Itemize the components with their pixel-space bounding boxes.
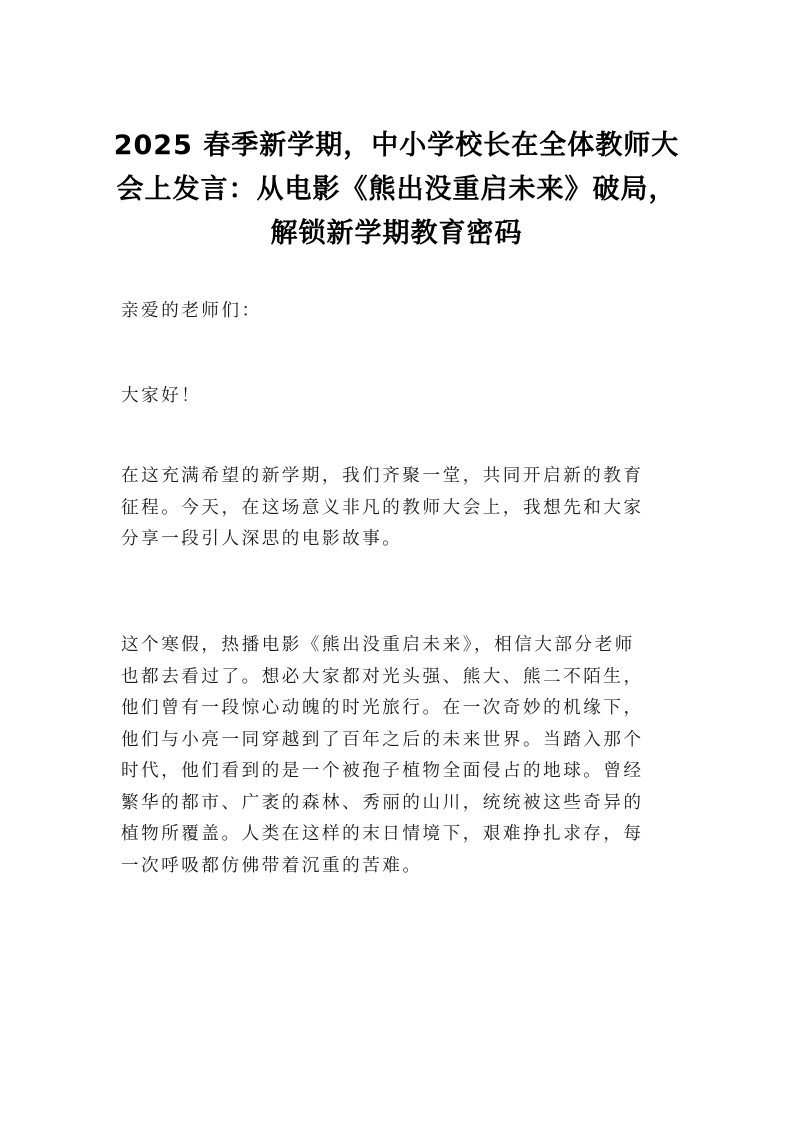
salutation-text: 亲爱的老师们： — [121, 301, 262, 321]
paragraph-line: 他们曾有一段惊心动魄的时光旅行。在一次奇妙的机缘下， — [121, 698, 644, 718]
title-line-3: 解锁新学期教育密码 — [270, 218, 523, 249]
paragraph-2 — [121, 630, 681, 882]
paragraph-line: 繁华的都市、广袤的森林、秀丽的山川，统统被这些奇异的 — [121, 792, 644, 813]
greeting-text: 大家好！ — [121, 386, 202, 406]
document-title — [110, 124, 683, 256]
paragraph-line: 分享一段引人深思的电影故事。 — [121, 529, 403, 549]
paragraph-line: 他们与小亮一同穿越到了百年之后的未来世界。当踏入那个 — [121, 729, 644, 750]
paragraph-line: 这个寒假，热播电影《熊出没重启未来》，相信大部分老师 — [121, 635, 635, 655]
paragraph-line: 植物所覆盖。人类在这样的末日情境下，艰难挣扎求存，每 — [121, 824, 644, 844]
title-line-2: 会上发言：从电影《熊出没重启未来》破局， — [116, 174, 677, 205]
paragraph-line: 在这充满希望的新学期，我们齐聚一堂，共同开启新的教育 — [121, 466, 644, 486]
paragraph-line: 也都去看过了。想必大家都对光头强、熊大、熊二不陌生， — [121, 666, 644, 687]
greeting — [121, 381, 681, 413]
paragraph-1 — [121, 461, 681, 556]
paragraph-line: 一次呼吸都仿佛带着沉重的苦难。 — [121, 855, 423, 876]
paragraph-line: 时代，他们看到的是一个被孢子植物全面侵占的地球。曾经 — [121, 761, 644, 781]
title-line-1: 2025 春季新学期，中小学校长在全体教师大 — [113, 130, 680, 161]
salutation — [121, 296, 681, 328]
paragraph-line: 征程。今天，在这场意义非凡的教师大会上，我想先和大家 — [121, 497, 644, 518]
